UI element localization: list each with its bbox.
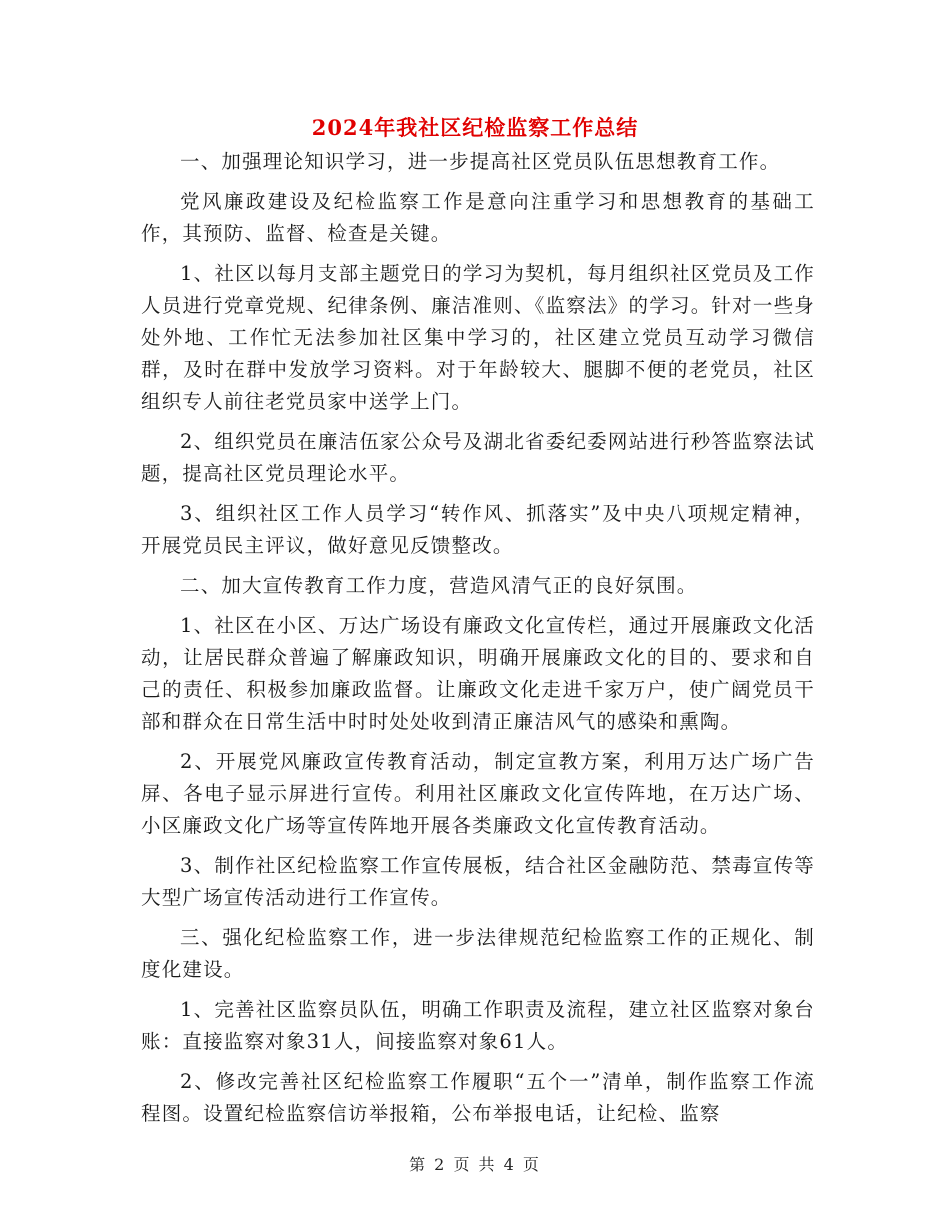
- paragraph: 1、社区在小区、万达广场设有廉政文化宣传栏，通过开展廉政文化活动，让居民群众普遍了解廉政知识，明确开展廉政文化的目的、要求和自己的责任、积极参加廉政监督。让廉政文化走进千家万户，使广阔党员干部和群众在日常生活中时时处处收到清正廉洁风气的感染和熏陶。: [141, 614, 815, 733]
- paragraph: 2、开展党风廉政宣传教育活动，制定宣教方案，利用万达广场广告屏、各电子显示屏进行宣传。利用社区廉政文化宣传阵地，在万达广场、小区廉政文化广场等宣传阵地开展各类廉政文化宣传教育活动。: [141, 750, 815, 837]
- paragraph: 1、社区以每月支部主题党日的学习为契机，每月组织社区党员及工作人员进行党章党规、纪律条例、廉洁准则、《监察法》的学习。针对一些身处外地、工作忙无法参加社区集中学习的，社区建立党员互动学习微信群，及时在群中发放学习资料。对于年龄较大、腿脚不便的老党员，社区组织专人前往老党员家中送学上门。: [141, 262, 815, 413]
- paragraph: 2、修改完善社区纪检监察工作履职“五个一”清单，制作监察工作流程图。设置纪检监察信访举报箱，公布举报电话，让纪检、监察: [141, 1070, 815, 1125]
- document-title: 2024年我社区纪检监察工作总结: [311, 115, 639, 140]
- document-body: [141, 146, 815, 1138]
- paragraph: 二、加大宣传教育工作力度，营造风清气正的良好氛围。: [180, 574, 698, 597]
- paragraph: 2、组织党员在廉洁伍家公众号及湖北省委纪委网站进行秒答监察法试题，提高社区党员理论水平。: [141, 430, 815, 485]
- paragraph: 3、制作社区纪检监察工作宣传展板，结合社区金融防范、禁毒宣传等大型广场宣传活动进行工作宣传。: [141, 854, 815, 909]
- page-footer: 第 2 页 共 4 页: [409, 1155, 541, 1174]
- paragraph: 三、强化纪检监察工作，进一步法律规范纪检监察工作的正规化、制度化建设。: [141, 926, 815, 981]
- paragraph: 1、完善社区监察员队伍，明确工作职责及流程，建立社区监察对象台账：直接监察对象31人，间接监察对象61人。: [141, 998, 815, 1053]
- paragraph: 3、组织社区工作人员学习“转作风、抓落实”及中央八项规定精神，开展党员民主评议，做好意见反馈整改。: [141, 502, 815, 557]
- paragraph: 党风廉政建设及纪检监察工作是意向注重学习和思想教育的基础工作，其预防、监督、检查是关键。: [141, 190, 815, 245]
- paragraph: 一、加强理论知识学习，进一步提高社区党员队伍思想教育工作。: [180, 150, 781, 173]
